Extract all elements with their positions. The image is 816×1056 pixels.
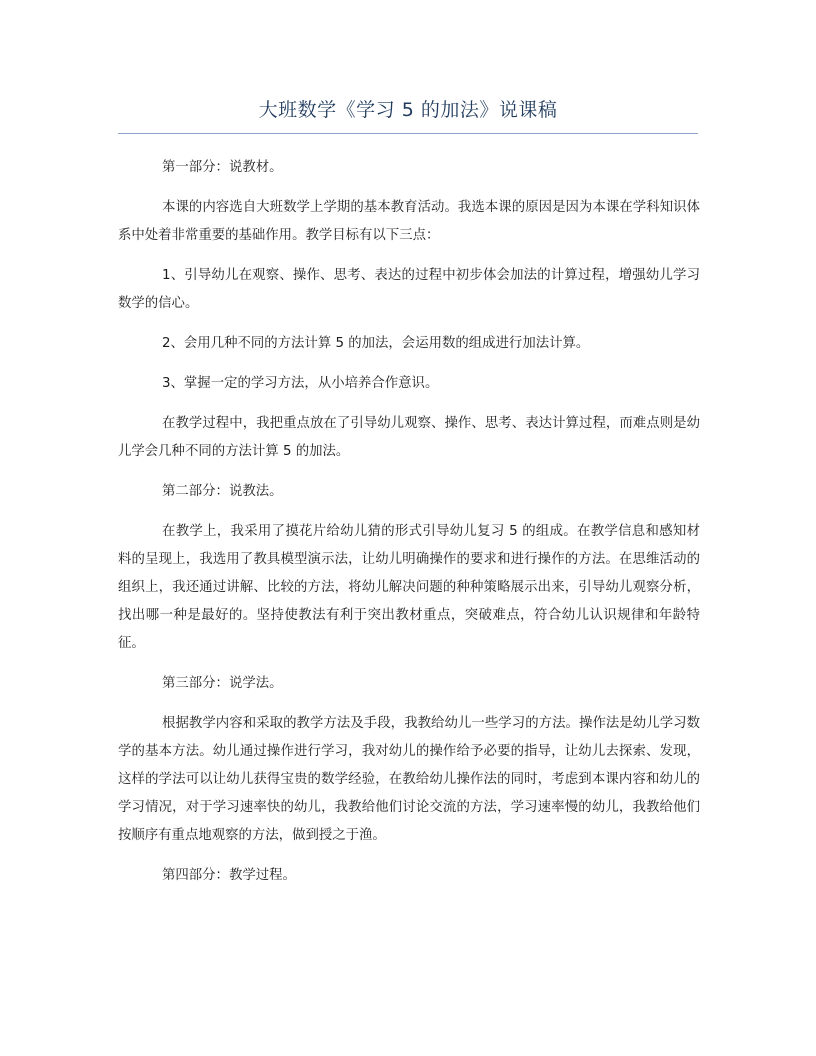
paragraph-learning-method: 根据教学内容和采取的教学方法及手段，我教给幼儿一些学习的方法。操作法是幼儿学习数学的基本方法。幼儿通过操作进行学习，我对幼儿的操作给予必要的指导，让幼儿去探索、发现，这样的学法可以让幼儿获得宝贵的数学经验，在教给幼儿操作法的同时，考虑到本课内容和幼儿的学习情况，对于学习速率快的幼儿，我教给他们讨论交流的方法，学习速率慢的幼儿，我教给他们按顺序有重点地观察的方法，做到授之于渔。 [118,716,700,843]
paragraph-teaching-method: 在教学上，我采用了摸花片给幼儿猜的形式引导幼儿复习 5 的组成。在教学信息和感知材料的呈现上，我选用了教具模型演示法，让幼儿明确操作的要求和进行操作的方法。在思维活动的组织上，我还通过讲解、比较的方法，将幼儿解决问题的种种策略展示出来，引导幼儿观察分析，找出哪一种是最好的。坚持使教法有利于突出教材重点，突破难点，符合幼儿认识规律和年龄特征。 [118,524,700,651]
objective-1: 1、引导幼儿在观察、操作、思考、表达的过程中初步体会加法的计算过程，增强幼儿学习数学的信心。 [118,268,700,311]
section-heading-3: 第三部分：说学法。 [162,676,283,691]
paragraph-focus: 在教学过程中，我把重点放在了引导幼儿观察、操作、思考、表达计算过程，而难点则是幼儿学会几种不同的方法计算 5 的加法。 [118,416,700,459]
document-title: 大班数学《学习 5 的加法》说课稿 [258,99,558,121]
section-heading-2: 第二部分：说教法。 [162,484,283,499]
section-heading-4: 第四部分：教学过程。 [162,868,296,883]
objective-3: 3、掌握一定的学习方法，从小培养合作意识。 [162,376,439,391]
title-divider [118,133,698,134]
paragraph-intro: 本课的内容选自大班数学上学期的基本教育活动。我选本课的原因是因为本课在学科知识体系中处着非常重要的基础作用。教学目标有以下三点： [118,200,700,243]
objective-2: 2、会用几种不同的方法计算 5 的加法，会运用数的组成进行加法计算。 [162,336,590,351]
section-heading-1: 第一部分：说教材。 [162,160,283,175]
document-body [118,154,700,902]
